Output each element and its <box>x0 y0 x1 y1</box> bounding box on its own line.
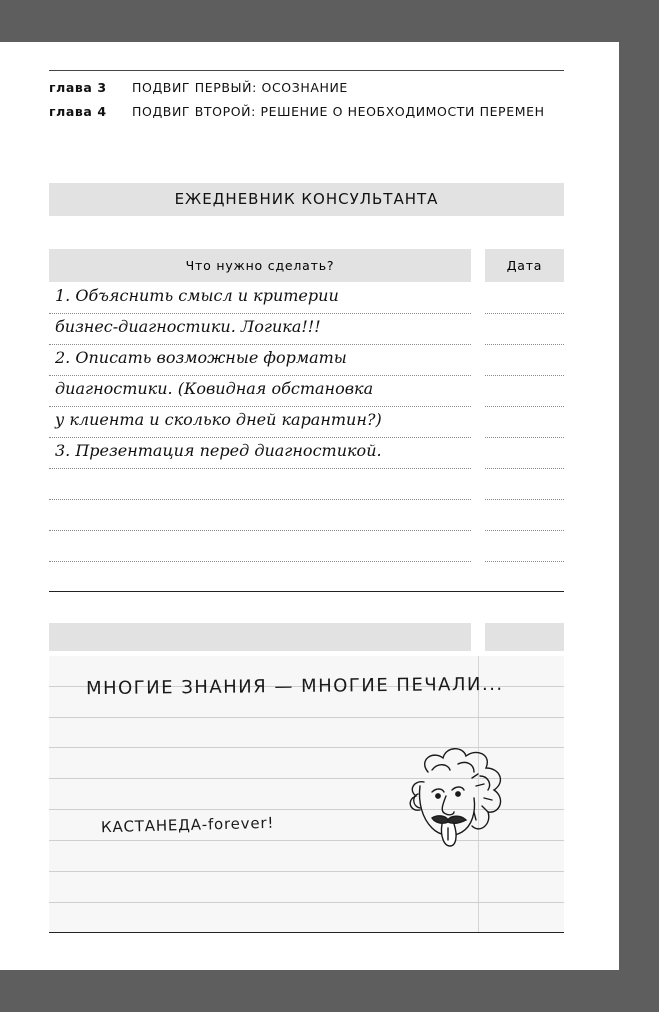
diary-banner: ЕЖЕДНЕВНИК КОНСУЛЬТАНТА <box>49 183 564 216</box>
date-row-line <box>485 468 564 469</box>
chapter-number: глава 4 <box>49 104 107 119</box>
row-line <box>49 344 471 345</box>
section-divider <box>49 591 564 592</box>
row-line <box>49 437 471 438</box>
chapter-number: глава 3 <box>49 80 107 95</box>
chapter-title: ПОДВИГ ПЕРВЫЙ: ОСОЗНАНИЕ <box>132 80 348 95</box>
date-column-header: Дата <box>485 249 564 282</box>
handwritten-note-line: МНОГИЕ ЗНАНИЯ — МНОГИЕ ПЕЧАЛИ... <box>85 673 504 700</box>
row-line <box>49 375 471 376</box>
task-column-header: Что нужно сделать? <box>49 249 471 282</box>
book-page <box>0 42 619 970</box>
paper-line <box>49 902 564 903</box>
task-line: диагностики. (Ковидная обстановка <box>55 379 374 398</box>
paper-line <box>49 871 564 872</box>
toc-row-chapter-4 <box>49 104 545 119</box>
task-line: 2. Описать возможные форматы <box>55 348 347 367</box>
date-row-line <box>485 375 564 376</box>
notes-date-header-bar <box>485 623 564 651</box>
date-row-line <box>485 437 564 438</box>
row-line <box>49 313 471 314</box>
row-line <box>49 406 471 407</box>
row-line <box>49 530 471 531</box>
notes-header-bar <box>49 623 471 651</box>
date-row-line <box>485 344 564 345</box>
task-line: 1. Объяснить смысл и критерии <box>55 286 339 305</box>
task-line: у клиента и сколько дней карантин?) <box>55 410 382 429</box>
row-line <box>49 561 471 562</box>
date-row-line <box>485 406 564 407</box>
date-row-line <box>485 561 564 562</box>
bottom-divider <box>49 932 564 933</box>
top-divider <box>49 70 564 71</box>
row-line <box>49 468 471 469</box>
task-line: бизнес-диагностики. Логика!!! <box>55 317 321 336</box>
task-line: 3. Презентация перед диагностикой. <box>55 441 382 460</box>
date-row-line <box>485 313 564 314</box>
toc-row-chapter-3 <box>49 80 348 95</box>
handwritten-note-line: КАСТАНЕДА-forever! <box>100 813 275 837</box>
einstein-caricature-sketch-icon <box>388 742 513 862</box>
paper-line <box>49 717 564 718</box>
chapter-title: ПОДВИГ ВТОРОЙ: РЕШЕНИЕ О НЕОБХОДИМОСТИ ПЕРЕМЕН <box>132 104 545 119</box>
row-line <box>49 499 471 500</box>
date-row-line <box>485 499 564 500</box>
date-row-line <box>485 530 564 531</box>
